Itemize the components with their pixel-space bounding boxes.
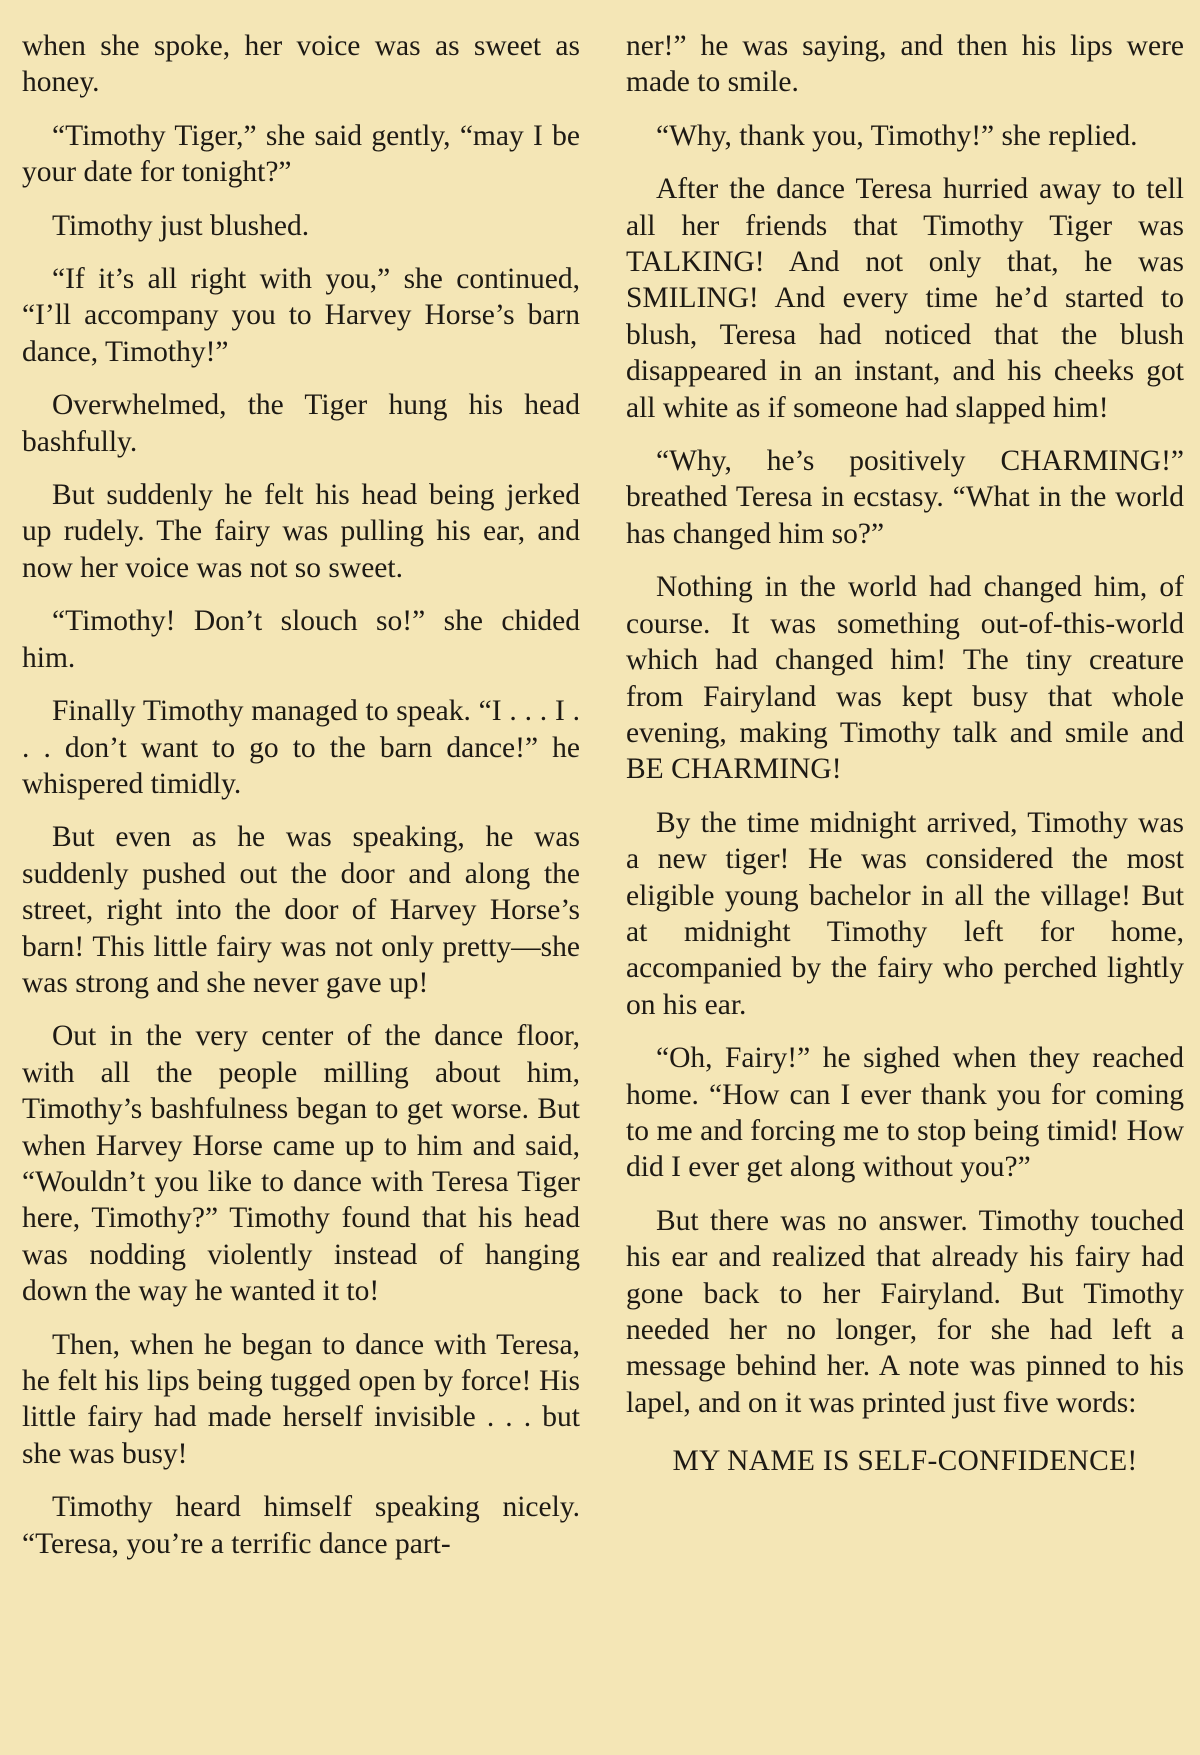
story-paragraph: By the time midnight arrived, Timothy was a new tiger! He was considered the most eligible young bachelor in all the village! But at midnight Timothy left for home, accompanied by the fairy who perched lightly on his ear. bbox=[626, 806, 1184, 1021]
story-paragraph: But there was no answer. Timothy touched his ear and realized that already his fairy had gone back to her Fairyland. But Timothy needed her no longer, for she had left a message behind her. A note was pinned to his lapel, and on it was printed just five words: bbox=[626, 1204, 1184, 1419]
story-paragraph: Overwhelmed, the Tiger hung his head bashfully. bbox=[22, 389, 580, 458]
left-column bbox=[22, 28, 580, 1579]
story-paragraph: “Why, he’s positively CHARMING!” breathed Teresa in ecstasy. “What in the world has changed him so?” bbox=[626, 445, 1184, 550]
story-paragraph: “Oh, Fairy!” he sighed when they reached home. “How can I ever thank you for coming to me and forcing me to stop being timid! How did I ever get along without you?” bbox=[626, 1042, 1184, 1184]
story-paragraph: Timothy just blushed. bbox=[52, 209, 310, 242]
story-paragraph: But even as he was speaking, he was suddenly pushed out the door and along the street, right into the door of Harvey Horse’s barn! This little fairy was not only pretty—she was strong and she never gave up! bbox=[22, 821, 580, 999]
story-paragraph: when she spoke, her voice was as sweet as honey. bbox=[22, 30, 580, 99]
story-paragraph: But suddenly he felt his head being jerked up rudely. The fairy was pulling his ear, and now her voice was not so sweet. bbox=[22, 479, 580, 584]
story-paragraph: Finally Timothy managed to speak. “I . . . I . . . don’t want to go to the barn dance!” he whispered timidly. bbox=[22, 695, 580, 800]
story-paragraph: After the dance Teresa hurried away to tell all her friends that Timothy Tiger was TALKING! And not only that, he was SMILING! And every time he’d started to blush, Teresa had noticed that the blush disappeared in an instant, and his cheeks got all white as if someone had slapped him! bbox=[626, 173, 1184, 424]
story-paragraph: Then, when he began to dance with Teresa, he felt his lips being tugged open by force! His little fairy had made herself invisible . . . but she was busy! bbox=[22, 1328, 580, 1470]
story-paragraph: “Timothy Tiger,” she said gently, “may I be your date for tonight?” bbox=[22, 119, 580, 189]
story-paragraph: Nothing in the world had changed him, of course. It was something out-of-this-world which had changed him! The tiny creature from Fairyland was kept busy that whole evening, making Timothy talk and smile and BE CHARMING! bbox=[626, 571, 1184, 786]
right-column bbox=[626, 28, 1184, 1497]
story-paragraph: “Why, thank you, Timothy!” she replied. bbox=[656, 119, 1138, 152]
story-paragraph: “Timothy! Don’t slouch so!” she chided him. bbox=[22, 605, 580, 674]
story-paragraph: ner!” he was saying, and then his lips were made to smile. bbox=[626, 30, 1184, 99]
story-paragraph: Out in the very center of the dance floor, with all the people milling about him, Timothy’s bashfulness began to get worse. But when Harvey Horse came up to him and said, “Wouldn’t you like to dance with Teresa Tiger here, Timothy?” Timothy found that his head was nodding violently instead of hanging down the way he wanted it to! bbox=[22, 1020, 580, 1308]
story-paragraph: “If it’s all right with you,” she continued, “I’ll accompany you to Harvey Horse’s barn dance, Timothy!” bbox=[22, 263, 580, 368]
closing-line: MY NAME IS SELF-CONFIDENCE! bbox=[672, 1445, 1138, 1478]
story-paragraph: Timothy heard himself speaking nicely. “Teresa, you’re a terrific dance part- bbox=[22, 1491, 580, 1560]
